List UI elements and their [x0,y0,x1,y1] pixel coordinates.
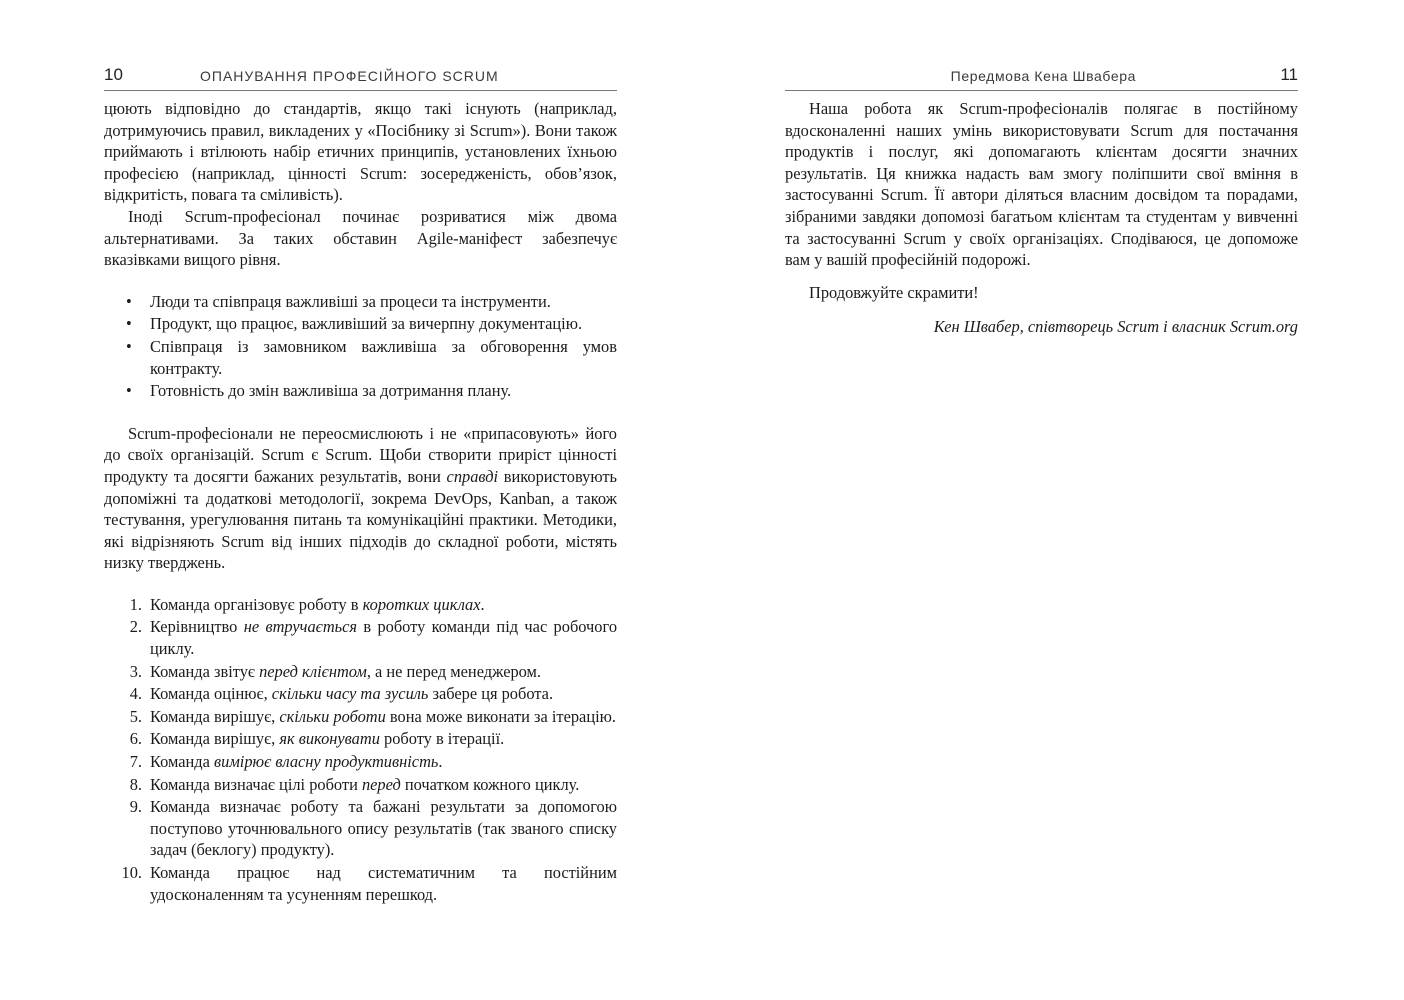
list-item: 2. Керівництво не втручається в роботу команди під час робочого циклу. [129,617,618,659]
right-paragraph-2: Продовжуйте скрамити! [809,282,979,302]
list-item: 9. Команда визначає роботу та бажані результати за допомогою поступово уточнювального опису результатів (так званого списку задач (беклогу) продукту). [129,797,617,860]
list-item: 5. Команда вирішує, скільки роботи вона може виконати за ітерацію. [129,706,617,726]
bullet-marker: • [126,314,132,334]
bullet-marker: • [126,381,132,401]
left-page-body [104,98,617,906]
bullet-marker: • [126,336,132,356]
right-running-header [785,64,1298,91]
right-page-body [785,98,1298,338]
scrum-practices-list [104,594,617,905]
list-item: 10. Команда працює над систематичним та постійним удосконаленням та усуненням перешкод. [121,863,617,904]
right-paragraph-1: Наша робота як Scrum-професіоналів полягає в постійному вдосконаленні наших умінь використовувати Scrum для постачання продуктів і послуг, які допомагають клієнтам досягти значних результатів. Ця книжка надасть вам змогу поліпшити свої вміння в застосуванні Scrum. Її автори діляться власним досвідом та порадами, зібраними завдяки допомозі багатьом клієнтам та студентам у вивченні та застосуванні Scrum у своїх організаціях. Сподіваюся, це допоможе вам у вашій професійній подорожі. [785,99,1298,270]
list-item: • Продукт, що працює, важливіший за вичерпну документацію. [126,314,583,334]
list-item: 6. Команда вирішує, як виконувати роботу в ітерації. [129,729,505,749]
list-item: 8. Команда визначає цілі роботи перед початком кожного циклу. [129,774,580,794]
agile-manifesto-list [104,291,617,402]
left-paragraph-1: цюють відповідно до стандартів, якщо такі існують (наприклад, дотримуючись правил, викладених у «Посібнику зі Scrum»). Вони також приймають і втілюють набір етичних принципів, установлених їхньою професією (наприклад, цінності Scrum: зосередженість, обов’язок, відкритість, повага та сміливість). [104,99,617,205]
right-page-number: 11 [1280,65,1298,84]
left-page [104,0,617,1000]
left-running-title: ОПАНУВАННЯ ПРОФЕСІЙНОГО SCRUM [200,68,499,84]
list-item: 4. Команда оцінює, скільки часу та зусиль забере ця робота. [129,684,554,704]
left-running-header [104,64,617,91]
left-page-number: 10 [104,65,123,84]
list-item: 3. Команда звітує перед клієнтом, а не перед менеджером. [129,661,542,681]
right-page [785,0,1298,1000]
left-paragraph-2: Іноді Scrum-професіонал починає розриватися між двома альтернативами. За таких обставин Agile-маніфест забезпечує вказівками вищого рівня. [104,206,617,270]
author-signature: Кен Швабер, співтворець Scrum і власник Scrum.org [933,317,1298,337]
right-running-title: Передмова Кена Швабера [950,68,1136,84]
list-item: • Готовність до змін важливіша за дотримання плану. [126,381,512,401]
list-item: • Співпраця із замовником важливіша за обговорення умов контракту. [126,336,617,378]
list-item: • Люди та співпраця важливіші за процеси та інструменти. [126,291,551,311]
list-item: 1. Команда організовує роботу в коротких циклах. [129,594,485,614]
left-paragraph-3: Scrum-професіонали не переосмислюють і не «припасовують» його до своїх організацій. Scrum є Scrum. Щоби створити приріст цінності продукту та досягти бажаних результатів, вони справді використовують допоміжні та додаткові методології, зокрема DevOps, Kanban, а також тестування, урегулювання питань та комунікаційні практики. Методики, які відрізняють Scrum від інших підходів до складної роботи, містять низку тверджень. [104,423,617,573]
bullet-marker: • [126,291,132,311]
list-item: 7. Команда вимірює власну продуктивність. [129,752,443,772]
